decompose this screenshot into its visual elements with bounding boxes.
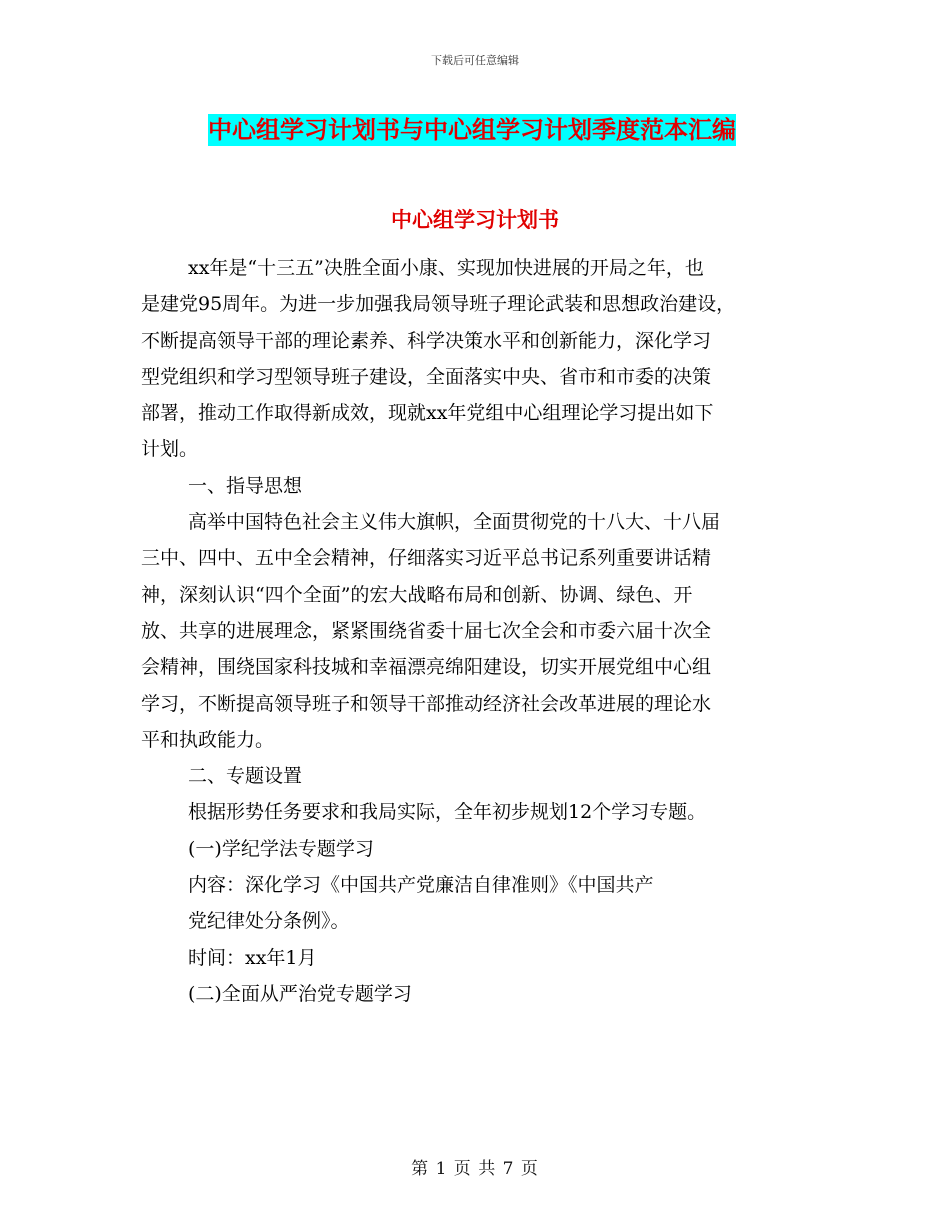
document-body: [141, 250, 821, 1012]
body-line: 学习，不断提高领导班子和领导干部推动经济社会改革进展的理论水: [141, 692, 712, 715]
topic-content: 党纪律处分条例》。: [188, 910, 350, 933]
body-line: 放、共享的进展理念，紧紧围绕省委十届七次全会和市委六届十次全: [141, 619, 712, 642]
topic-time: 时间：xx年1月: [188, 946, 317, 969]
page-footer: 第 1 页 共 7 页: [411, 1159, 539, 1179]
body-line: 是建党95周年。为进一步加强我局领导班子理论武装和思想政治建设，: [141, 293, 736, 316]
header-note: 下载后可任意编辑: [431, 54, 519, 67]
topic-content: 内容：深化学习《中国共产党廉洁自律准则》《中国共产: [188, 874, 654, 897]
topic-item-1: (一)学纪学法专题学习: [188, 837, 374, 860]
topic-item-2: (二)全面从严治党专题学习: [188, 982, 412, 1005]
body-line: 三中、四中、五中全会精神，仔细落实习近平总书记系列重要讲话精: [141, 547, 712, 570]
body-line: 根据形势任务要求和我局实际，全年初步规划12个学习专题。: [188, 801, 707, 824]
body-line: 计划。: [141, 438, 199, 461]
document-main-title: 中心组学习计划书与中心组学习计划季度范本汇编: [208, 116, 736, 144]
section-title: 中心组学习计划书: [391, 208, 559, 232]
body-line: 神，深刻认识“四个全面”的宏大战略布局和创新、协调、绿色、开: [141, 583, 693, 606]
body-line: 部署，推动工作取得新成效，现就xx年党组中心组理论学习提出如下: [141, 402, 714, 425]
body-line: 高举中国特色社会主义伟大旗帜，全面贯彻党的十八大、十八届: [188, 511, 721, 534]
body-line: 型党组织和学习型领导班子建设，全面落实中央、省市和市委的决策: [141, 365, 712, 388]
heading-guiding-thought: 一、指导思想: [188, 474, 303, 497]
body-line: 平和执政能力。: [141, 728, 275, 751]
body-line: xx年是“十三五”决胜全面小康、实现加快进展的开局之年，也: [188, 257, 704, 279]
heading-topic-settings: 二、专题设置: [188, 765, 303, 788]
body-line: 不断提高领导干部的理论素养、科学决策水平和创新能力，深化学习: [141, 329, 712, 352]
body-line: 会精神，围绕国家科技城和幸福漂亮绵阳建设，切实开展党组中心组: [141, 656, 712, 679]
